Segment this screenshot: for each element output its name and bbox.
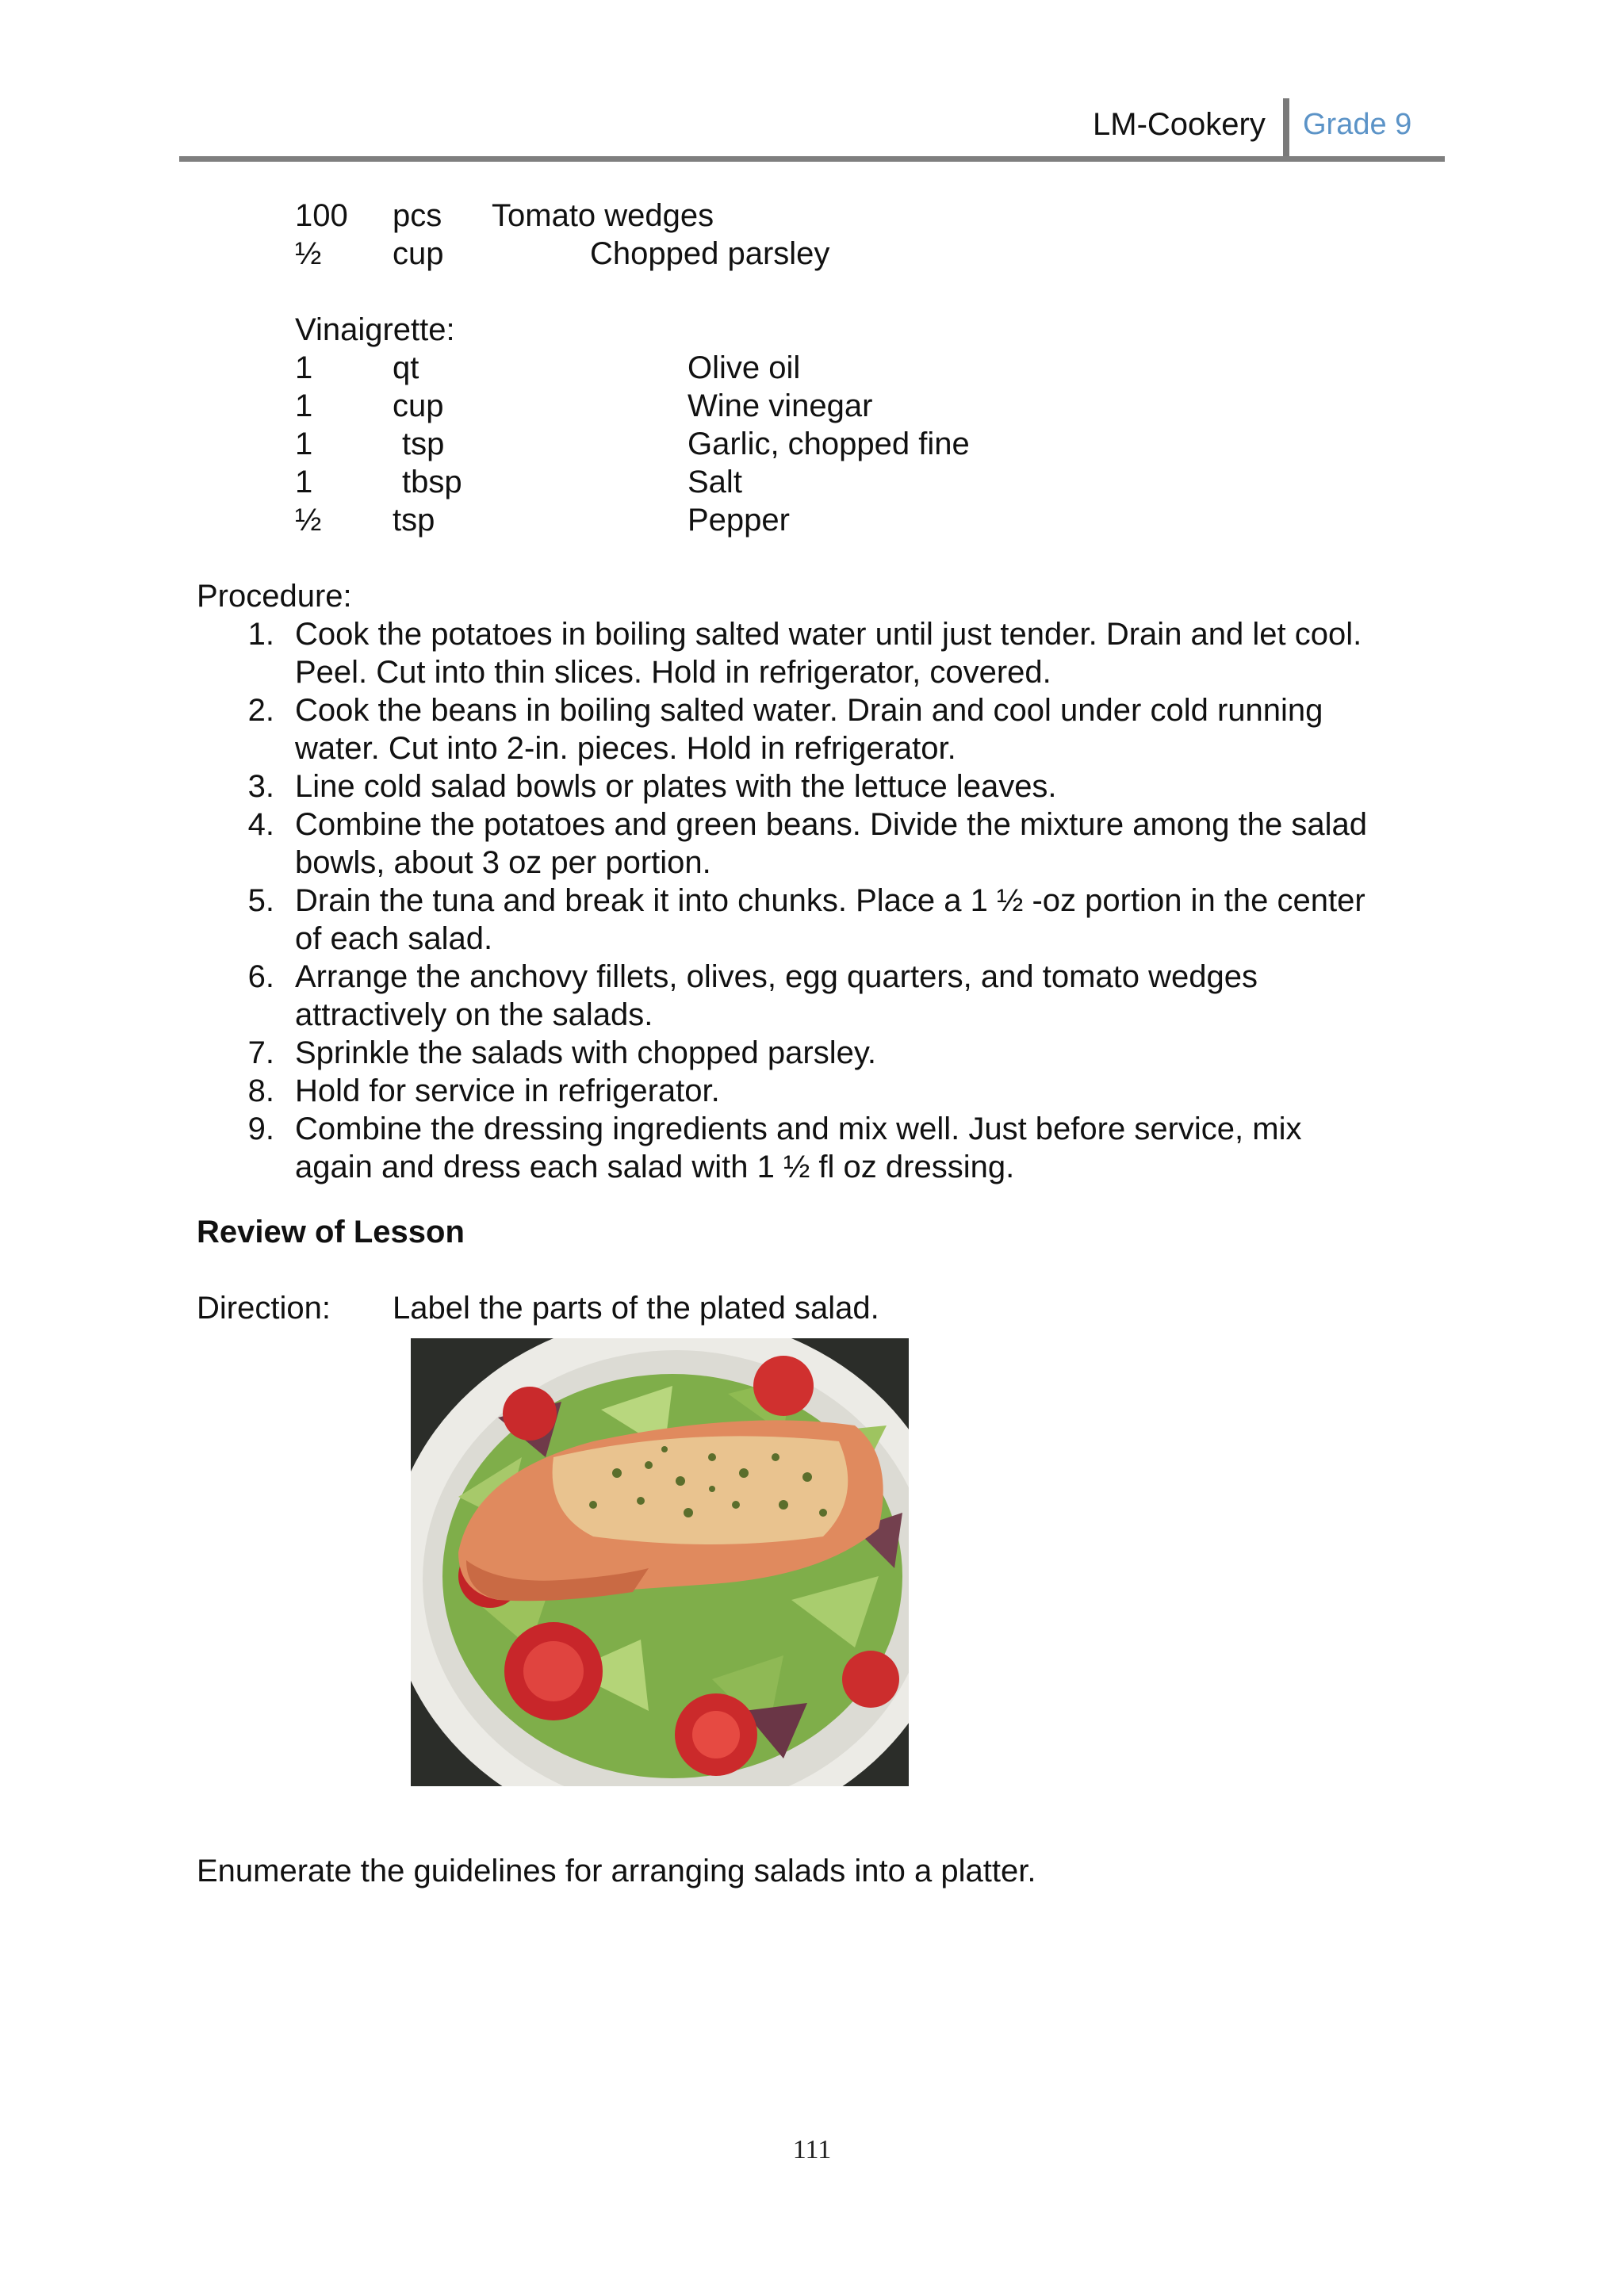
vinaigrette-item: Olive oil [688,350,801,385]
step-text: Peel. Cut into thin slices. Hold in refrigerator, covered. [295,655,1051,690]
plated-salad-image [411,1338,909,1786]
ingredient-item: Tomato wedges [492,198,714,233]
vinaigrette-qty: 1 [295,427,313,461]
vinaigrette-item: Salt [688,465,742,499]
vinaigrette-heading: Vinaigrette: [295,312,455,347]
step-number: 3. [247,769,274,804]
vinaigrette-qty: 1 [295,350,313,385]
ingredient-item: Chopped parsley [590,236,830,271]
vinaigrette-unit: tsp [402,427,445,461]
vinaigrette-unit: qt [393,350,419,385]
review-heading: Review of Lesson [197,1215,465,1249]
direction-text: Label the parts of the plated salad. [393,1291,879,1326]
step-number: 7. [247,1035,274,1070]
step-text: again and dress each salad with 1 ½ fl oz dressing. [295,1150,1015,1184]
step-text: Arrange the anchovy fillets, olives, egg quarters, and tomato wedges [295,959,1258,994]
step-text: bowls, about 3 oz per portion. [295,845,711,880]
step-text: Sprinkle the salads with chopped parsley. [295,1035,877,1070]
ingredient-unit: pcs [393,198,442,233]
step-text: water. Cut into 2-in. pieces. Hold in refrigerator. [295,731,956,766]
step-number: 4. [247,807,274,842]
step-number: 8. [247,1073,274,1108]
vinaigrette-unit: tsp [393,503,435,538]
vinaigrette-qty: ½ [295,503,322,538]
step-text: Line cold salad bowls or plates with the lettuce leaves. [295,769,1057,804]
vinaigrette-item: Wine vinegar [688,388,873,423]
step-text: Combine the dressing ingredients and mix well. Just before service, mix [295,1112,1302,1146]
vinaigrette-unit: tbsp [402,465,462,499]
vinaigrette-qty: 1 [295,465,313,499]
step-text: attractively on the salads. [295,997,653,1032]
step-number: 5. [247,883,274,918]
step-number: 2. [247,693,274,728]
header-separator [1283,98,1289,159]
vinaigrette-unit: cup [393,388,444,423]
header-grade: Grade 9 [1303,108,1412,141]
step-number: 1. [247,617,274,652]
step-text: Drain the tuna and break it into chunks. Place a 1 ½ -oz portion in the center [295,883,1365,918]
header-rule [179,156,1445,162]
step-text: Combine the potatoes and green beans. Divide the mixture among the salad [295,807,1367,842]
step-text: of each salad. [295,921,493,956]
ingredient-qty: 100 [295,198,348,233]
step-number: 6. [247,959,274,994]
vinaigrette-qty: 1 [295,388,313,423]
ingredient-unit: cup [393,236,444,271]
header-title: LM-Cookery [1093,107,1266,142]
step-text: Cook the beans in boiling salted water. Drain and cool under cold running [295,693,1323,728]
direction-label: Direction: [197,1291,331,1326]
page-number: 111 [792,2135,832,2164]
vinaigrette-item: Garlic, chopped fine [688,427,970,461]
step-text: Hold for service in refrigerator. [295,1073,720,1108]
ingredient-qty: ½ [295,236,322,271]
step-text: Cook the potatoes in boiling salted water until just tender. Drain and let cool. [295,617,1362,652]
vinaigrette-item: Pepper [688,503,790,538]
enumerate-instruction: Enumerate the guidelines for arranging salads into a platter. [197,1854,1036,1888]
procedure-heading: Procedure: [197,579,352,614]
step-number: 9. [247,1112,274,1146]
